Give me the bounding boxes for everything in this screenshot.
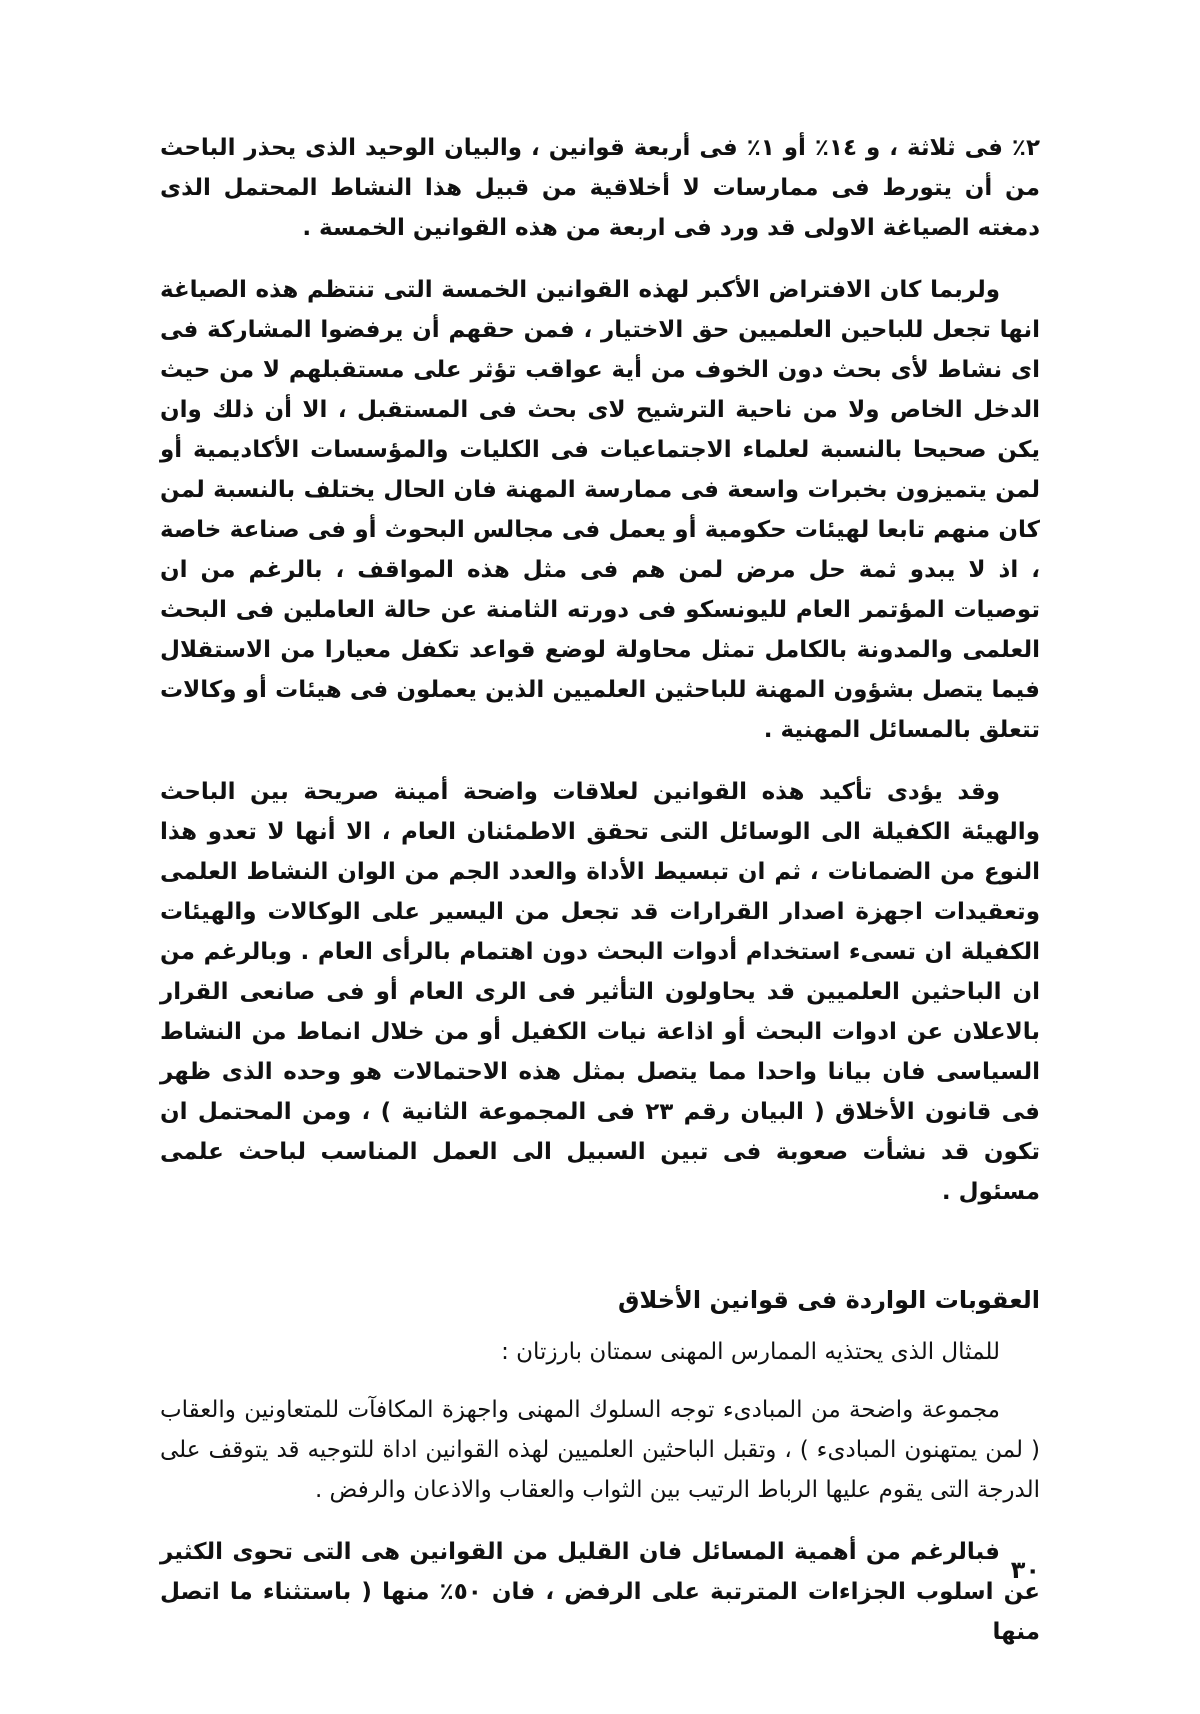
quote-intro: للمثال الذى يحتذيه الممارس المهنى سمتان بارزتان : [501,1339,1000,1365]
paragraph-4: فبالرغم من أهمية المسائل فان القليل من القوانين هى التى تحوى الكثير عن اسلوب الجزاءات المترتبة على الرفض ، فان ٥٠٪ منها ( باستثناء ما اتصل منها [160,1539,1041,1645]
paragraph-1: ٢٪ فى ثلاثة ، و ١٤٪ أو ١٪ فى أربعة قوانين ، والبيان الوحيد الذى يحذر الباحث من أن يتورط فى ممارسات لا أخلاقية من قبيل هذا النشاط المحتمل الذى دمغته الصياغة الاولى قد ورد فى اربعة من هذه القوانين الخمسة . [160,135,1041,241]
page-content [160,128,1040,1652]
section-heading: العقوبات الواردة فى قوانين الأخلاق [618,1286,1040,1314]
page-number: ٣٠ [1010,1556,1040,1584]
paragraph-3: وقد يؤدى تأكيد هذه القوانين لعلاقات واضحة أمينة صريحة بين الباحث والهيئة الكفيلة الى الوسائل التى تحقق الاطمئنان العام ، الا أنها لا تعدو هذا النوع من الضمانات ، ثم ان تبسيط الأداة والعدد الجم من الوان النشاط العلمى وتعقيدات اجهزة اصدار القرارات قد تجعل من اليسير على الوكالات والهيئات الكفيلة ان تسىء استخدام أدوات البحث دون اهتمام بالرأى العام . وبالرغم من ان الباحثين العلميين قد يحاولون التأثير فى الرى العام أو فى صانعى القرار بالاعلان عن ادوات البحث أو اذاعة نيات الكفيل أو من خلال انماط من النشاط السياسى فان بيانا واحدا مما يتصل بمثل هذه الاحتمالات هو وحده الذى ظهر فى قانون الأخلاق ( البيان رقم ٢٣ فى المجموعة الثانية ) ، ومن المحتمل ان تكون قد نشأت صعوبة فى تبين السبيل الى العمل المناسب لباحث علمى مسئول . [160,779,1040,1205]
quote-body: مجموعة واضحة من المبادىء توجه السلوك المهنى واجهزة المكافآت للمتعاونين والعقاب ( لمن يمتهنون المبادىء ) ، وتقبل الباحثين العلميين لهذه القوانين اداة للتوجيه قد يتوقف على الدرجة التى يقوم عليها الرباط الرتيب بين الثواب والعقاب والاذعان والرفض . [160,1397,1040,1503]
paragraph-2: ولربما كان الافتراض الأكبر لهذه القوانين الخمسة التى تنتظم هذه الصياغة انها تجعل للباحين العلميين حق الاختيار ، فمن حقهم أن يرفضوا المشاركة فى اى نشاط لأى بحث دون الخوف من أية عواقب تؤثر على مستقبلهم لا من حيث الدخل الخاص ولا من ناحية الترشيح لاى بحث فى المستقبل ، الا أن ذلك وان يكن صحيحا بالنسبة لعلماء الاجتماعيات فى الكليات والمؤسسات الأكاديمية أو لمن يتميزون بخبرات واسعة فى ممارسة المهنة فان الحال يختلف بالنسبة لمن كان منهم تابعا لهيئات حكومية أو يعمل فى مجالس البحوث أو فى صناعة خاصة ، اذ لا يبدو ثمة حل مرض لمن هم فى مثل هذه المواقف ، بالرغم من ان توصيات المؤتمر العام لليونسكو فى دورته الثامنة عن حالة العاملين فى البحث العلمى والمدونة بالكامل تمثل محاولة لوضع قواعد تكفل معيارا من الاستقلال فيما يتصل بشؤون المهنة للباحثين العلميين الذين يعملون فى هيئات أو وكالات تتعلق بالمسائل المهنية . [160,277,1040,743]
